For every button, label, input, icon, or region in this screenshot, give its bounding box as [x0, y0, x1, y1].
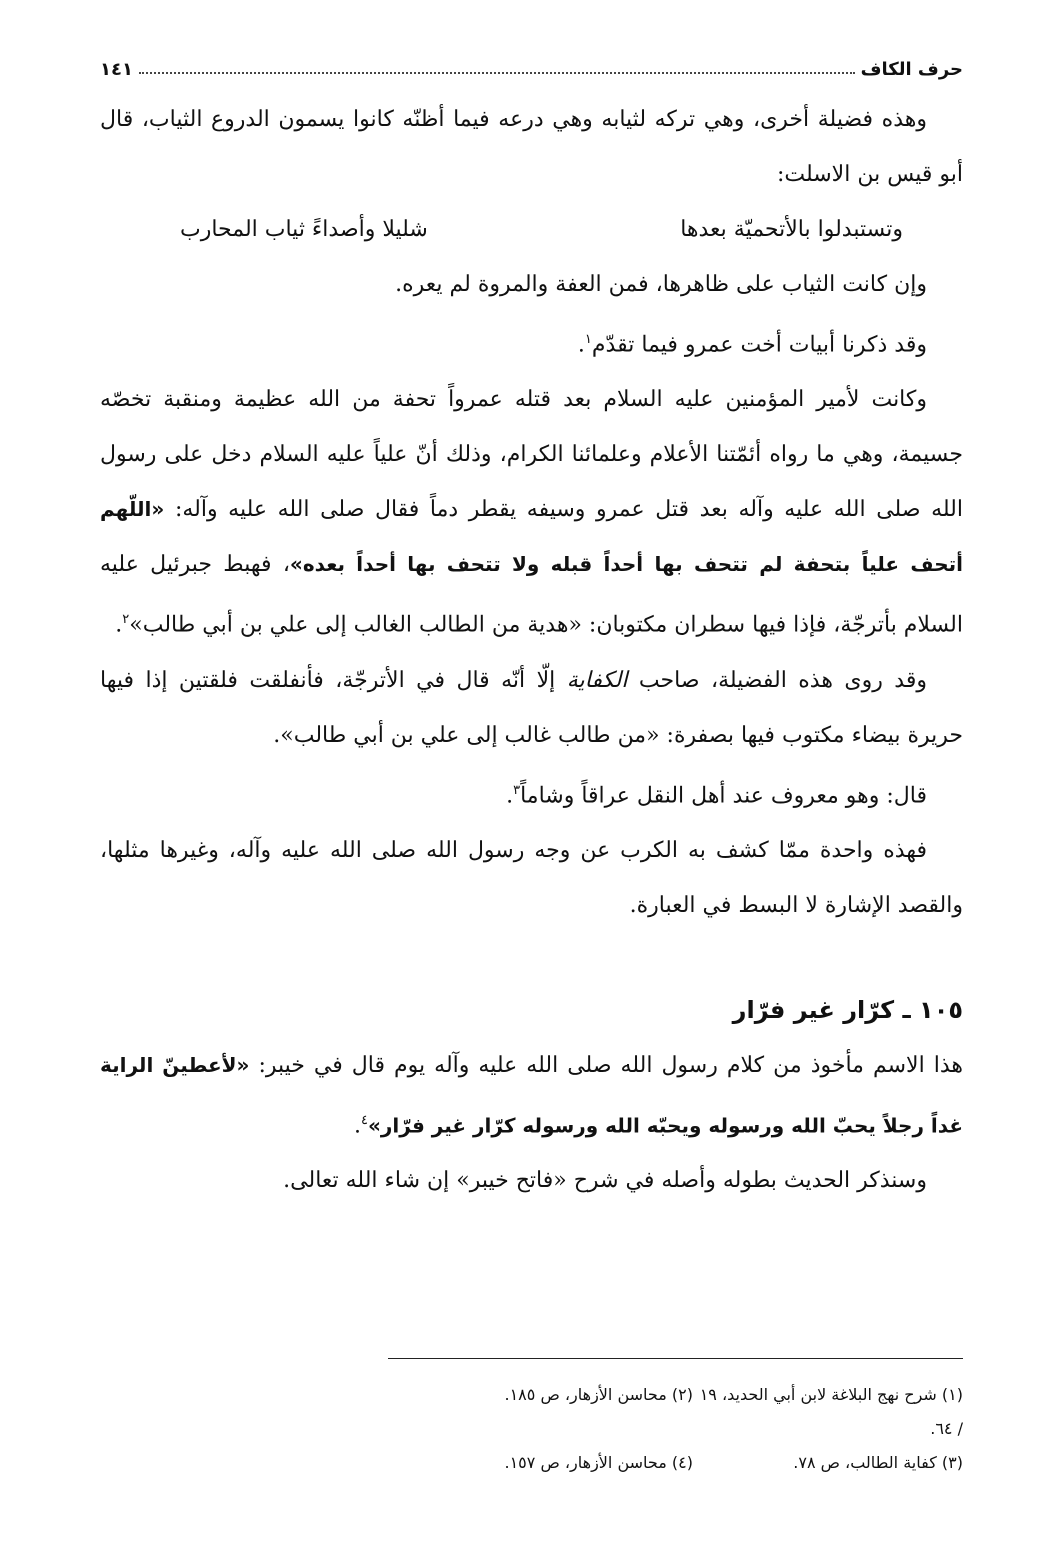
paragraph: فهذه واحدة ممّا كشف به الكرب عن وجه رسول الله صلى الله عليه وآله، وغيرها مثلها، والقصد الإشارة لا البسط في العبارة.: [100, 837, 963, 918]
hadith-quote: «لأعطينّ الراية غداً رجلاً يحبّ الله ورسوله ويحبّه الله ورسوله كرّار غير فرّار»: [100, 1052, 963, 1138]
footnote-marker: ١: [584, 332, 592, 347]
footnote: (١) شرح نهج البلاغة لابن أبي الحديد، ١٩ / ٦٤.: [699, 1385, 963, 1438]
paragraph-text: قال: وهو معروف عند أهل النقل عراقاً وشاماً: [520, 782, 927, 808]
page-number: ١٤١: [100, 59, 133, 80]
chapter-title: حرف الكاف: [860, 59, 963, 80]
poem-verse: [100, 202, 963, 257]
poem-hemistich-second: شليلا وأصداءً ثياب المحارب: [180, 217, 428, 242]
paragraph: قال: وهو معروف عند أهل النقل عراقاً وشاماً$^٣$.: [506, 782, 927, 808]
paragraph-text: وقد ذكرنا أبيات أخت عمرو فيما تقدّم: [591, 332, 927, 358]
book-title: الكفاية: [566, 667, 628, 693]
paragraph: وهذه فضيلة أخرى، وهي تركه لثيابه وهي درعه فيما أظنّه كانوا يسمون الدروع الثياب، قال أبو قيس بن الاسلت:: [100, 107, 963, 187]
paragraph: وسنذكر الحديث بطوله وأصله في شرح «فاتح خيبر» إن شاء الله تعالى.: [283, 1168, 927, 1194]
footnote: (٣) كفاية الطالب، ص ٧٨.: [793, 1453, 963, 1472]
hadith-quote: «اللّهم أتحف علياً بتحفة لم تتحف بها أحداً قبله ولا تتحف بها أحداً بعده»: [100, 497, 963, 577]
footnote-row: [100, 1378, 963, 1446]
footnote-marker: ٤: [361, 1112, 368, 1128]
paragraph: [100, 653, 963, 763]
running-header: [100, 40, 963, 80]
footnote-marker: ٣: [513, 782, 521, 798]
poem-hemistich-first: وتستبدلوا بالأتحميّة بعدها: [680, 217, 903, 242]
footnote-separator: [388, 1358, 963, 1359]
paragraph-text: إلّا أنّه قال في الأترجّة، فأنفلقت فلقتين إذا فيها حريرة بيضاء مكتوب فيها بصفرة: «من طالب غالب إلى علي بن أبي طالب».: [100, 667, 963, 748]
footnote: (٤) محاسن الأزهار، ص ١٥٧.: [504, 1453, 693, 1472]
paragraph: وإن كانت الثياب على ظاهرها، فمن العفة والمروة لم يعره.: [395, 272, 927, 297]
paragraph: هذا الاسم مأخوذ من كلام رسول الله صلى الله عليه وآله يوم قال في خيبر: «لأعطينّ الراية غداً رجلاً يحبّ الله ورسوله ويحبّه الله ورسوله كرّار غير فرّار»$^٤$.: [100, 1052, 963, 1139]
footnote: (٢) محاسن الأزهار، ص ١٨٥.: [504, 1385, 693, 1404]
paragraph: وكانت لأمير المؤمنين عليه السلام بعد قتله عمرواً تحفة من الله عظيمة ومنقبة تخصّه جسيمة، وهي ما رواه أئمّتنا الأعلام وعلمائنا الكرام، وذلك أنّ علياً عليه السلام دخل على رسول الله صلى الله عليه وآله بعد قتل عمرو وسيفه يقطر دماً فقال صلى الله عليه وآله: «اللّهم أتحف علياً بتحفة لم تتحف بها أحداً قبله ولا تتحف بها أحداً بعده»، فهبط جبرئيل عليه السلام بأترجّة، فإذا فيها سطران مكتوبان: «هدية من الطالب الغالب إلى علي بن أبي طالب»$^٢$.: [100, 387, 963, 638]
footnote-row: [100, 1446, 963, 1480]
paragraph-text: وكانت لأمير المؤمنين عليه السلام بعد قتله عمرواً تحفة من الله عظيمة ومنقبة تخصّه جسيمة، وهي ما رواه أئمّتنا الأعلام وعلمائنا الكرام، وذلك أنّ علياً عليه السلام دخل على رسول الله صلى الله عليه وآله بعد قتل عمرو وسيفه يقطر دماً فقال صلى الله عليه وآله:: [100, 387, 963, 523]
section-heading: ١٠٥ ـ كرّار غير فرّار: [732, 995, 963, 1024]
paragraph-text: هذا الاسم مأخوذ من كلام رسول الله صلى الله عليه وآله يوم قال في خيبر:: [258, 1052, 963, 1078]
main-text: [100, 92, 963, 1208]
header-dotted-leader: [139, 71, 855, 74]
footnotes: [100, 1378, 963, 1480]
footnote-marker: ٢: [122, 612, 130, 628]
paragraph-text: وقد روى هذه الفضيلة، صاحب: [638, 667, 928, 693]
paragraph: وقد ذكرنا أبيات أخت عمرو فيما تقدّم$^١$.: [577, 332, 927, 358]
paragraph-text: ، فهبط جبرئيل عليه السلام بأترجّة، فإذا فيها سطران مكتوبان: «هدية من الطالب الغالب إلى علي بن أبي طالب»: [100, 552, 963, 638]
